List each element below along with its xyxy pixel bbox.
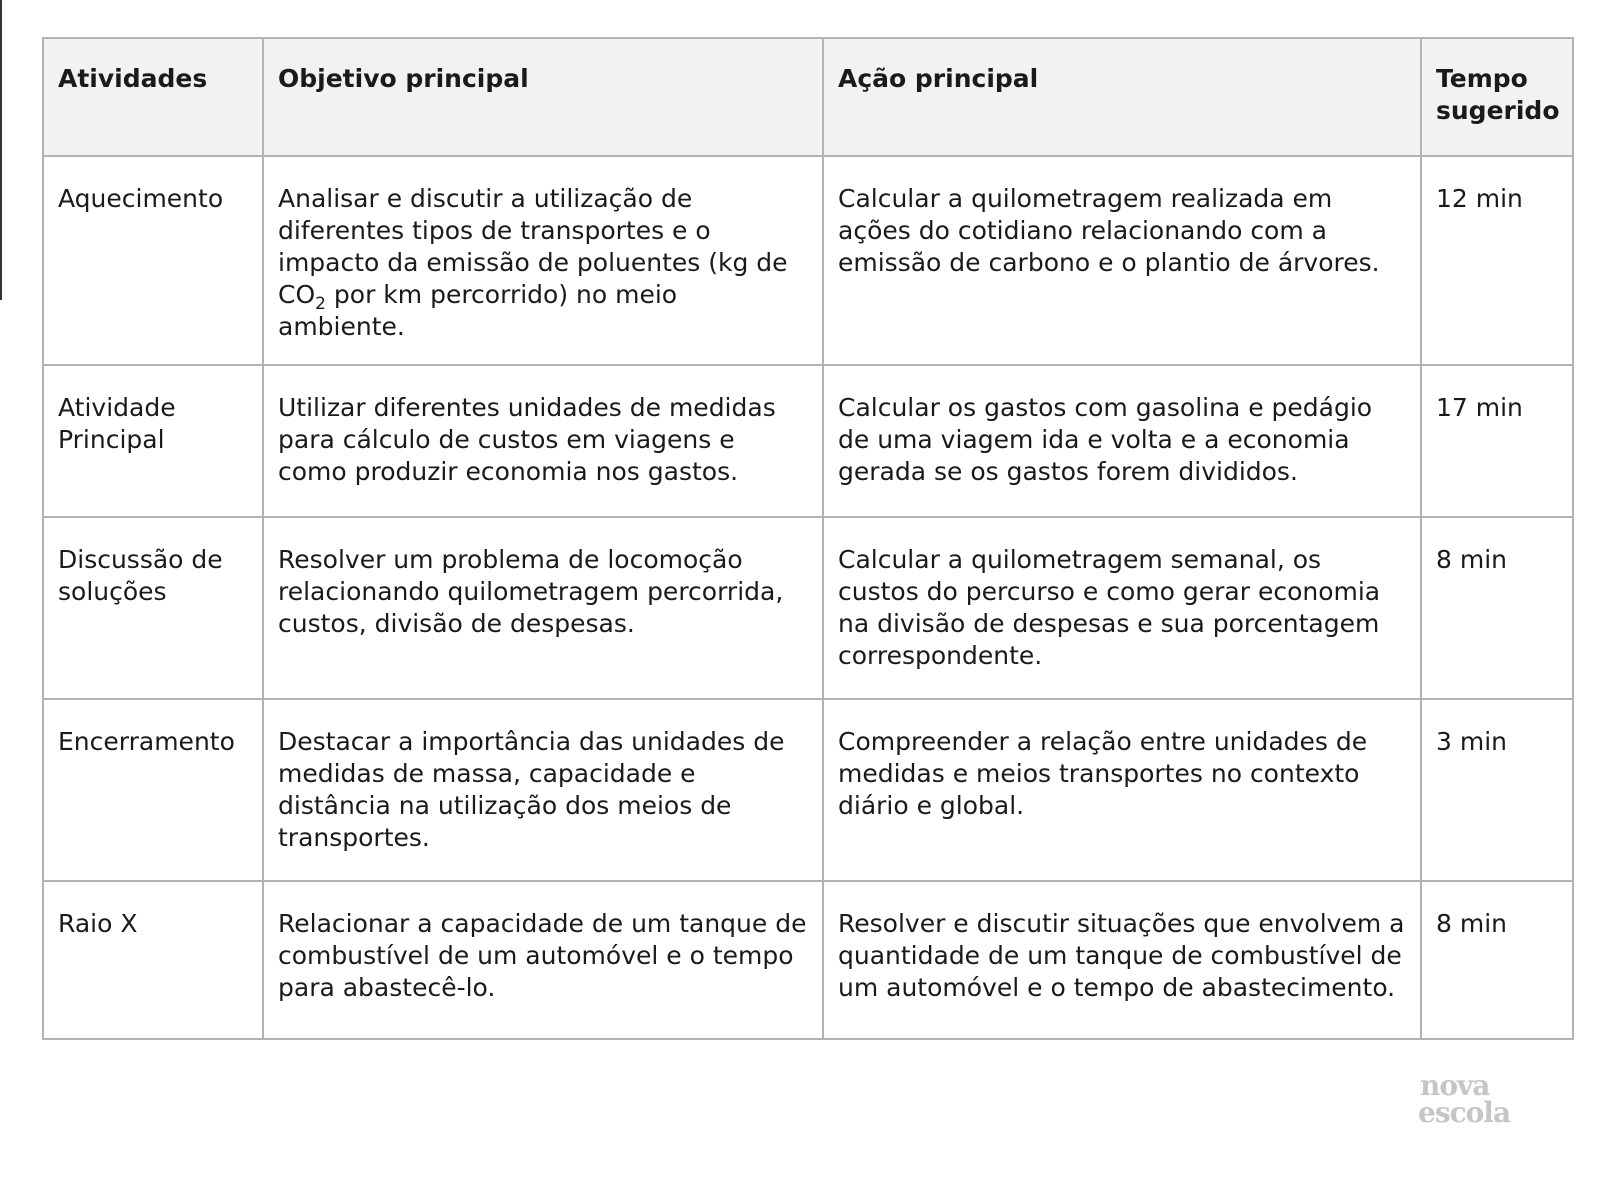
goal-cell: Destacar a importância das unidades de medidas de massa, capacidade e distância na utilização dos meios de transportes.	[263, 699, 823, 881]
table-row	[43, 699, 1573, 881]
table-row	[43, 365, 1573, 517]
logo-line-escola: escola	[1418, 1096, 1511, 1129]
logo-line-nova: nova	[1420, 1069, 1490, 1102]
header-main-goal: Objetivo principal	[263, 38, 823, 156]
time-cell: 12 min	[1421, 156, 1573, 365]
header-activities: Atividades	[43, 38, 263, 156]
lesson-plan-table	[42, 37, 1574, 1040]
action-cell: Compreender a relação entre unidades de medidas e meios transportes no contexto diário e global.	[823, 699, 1421, 881]
co2-subscript: 2	[315, 294, 326, 314]
goal-text-end: por km percorrido) no meio ambiente.	[278, 280, 678, 341]
time-cell: 17 min	[1421, 365, 1573, 517]
time-cell: 8 min	[1421, 881, 1573, 1039]
goal-cell: Relacionar a capacidade de um tanque de combustível de um automóvel e o tempo para abastecê-lo.	[263, 881, 823, 1039]
header-main-action: Ação principal	[823, 38, 1421, 156]
activity-cell: Aquecimento	[43, 156, 263, 365]
activity-cell: Atividade Principal	[43, 365, 263, 517]
nova-escola-logo	[1418, 1069, 1538, 1129]
activity-cell: Raio X	[43, 881, 263, 1039]
goal-cell: Utilizar diferentes unidades de medidas para cálculo de custos em viagens e como produzir economia nos gastos.	[263, 365, 823, 517]
activity-cell: Discussão de soluções	[43, 517, 263, 699]
action-cell: Resolver e discutir situações que envolvem a quantidade de um tanque de combustível de um automóvel e o tempo de abastecimento.	[823, 881, 1421, 1039]
time-cell: 3 min	[1421, 699, 1573, 881]
left-edge-rule	[0, 0, 2, 300]
action-cell: Calcular a quilometragem semanal, os custos do percurso e como gerar economia na divisão de despesas e sua porcentagem correspondente.	[823, 517, 1421, 699]
table-row	[43, 517, 1573, 699]
table-row	[43, 156, 1573, 365]
table-header-row	[43, 38, 1573, 156]
action-cell: Calcular os gastos com gasolina e pedágio de uma viagem ida e volta e a economia gerada se os gastos forem divididos.	[823, 365, 1421, 517]
goal-cell: Resolver um problema de locomoção relacionando quilometragem percorrida, custos, divisão de despesas.	[263, 517, 823, 699]
time-cell: 8 min	[1421, 517, 1573, 699]
header-suggested-time: Tempo sugerido	[1421, 38, 1573, 156]
goal-cell	[263, 156, 823, 365]
table-row	[43, 881, 1573, 1039]
action-cell: Calcular a quilometragem realizada em ações do cotidiano relacionando com a emissão de carbono e o plantio de árvores.	[823, 156, 1421, 365]
goal-text-start: Analisar e discutir a utilização de diferentes tipos de transportes e o impacto da emissão de poluentes (kg de CO	[278, 184, 788, 309]
activity-cell: Encerramento	[43, 699, 263, 881]
